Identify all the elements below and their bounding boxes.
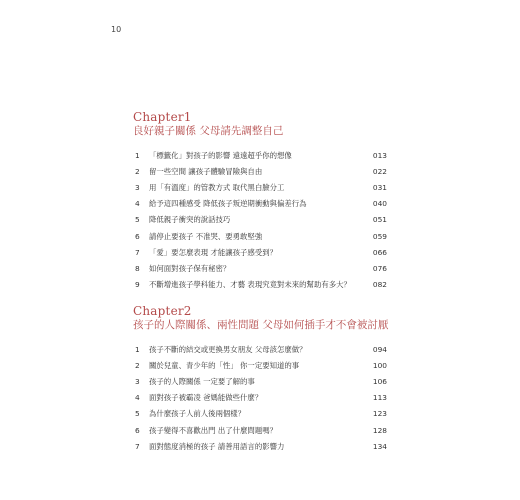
toc-entry-number: 6 bbox=[135, 231, 140, 241]
toc-entry-number: 2 bbox=[135, 166, 140, 176]
toc-entry-number: 1 bbox=[135, 150, 140, 160]
toc-entry-title: 留一些空間 讓孩子體驗冒險與自由 bbox=[149, 166, 263, 176]
toc-entry-number: 9 bbox=[135, 280, 140, 290]
toc-entry-title: 孩子的人際關係 一定要了解的事 bbox=[149, 376, 255, 386]
toc-entry-page: 051 bbox=[372, 215, 387, 225]
page-number: 10 bbox=[111, 25, 122, 34]
toc-entry-number: 2 bbox=[135, 360, 140, 370]
toc-entry-page: 128 bbox=[372, 425, 387, 435]
toc-entry bbox=[133, 196, 387, 212]
toc-entry-number: 3 bbox=[135, 376, 140, 386]
toc-entry-title: 降低親子衝突的說話技巧 bbox=[149, 215, 231, 225]
toc-entry-title: 孩子變得不喜歡出門 出了什麼問題嗎？ bbox=[149, 425, 277, 435]
toc-entry-title: 關於兒童、青少年的「性」 你一定要知道的事 bbox=[149, 360, 300, 370]
toc-entry-title: 給予這四種感受 降低孩子叛逆期衝動與偏差行為 bbox=[149, 199, 307, 209]
toc-entry-number: 5 bbox=[135, 215, 140, 225]
toc-entry-page: 113 bbox=[372, 393, 387, 403]
toc-entry-page: 066 bbox=[372, 247, 387, 257]
toc-entry-number: 4 bbox=[135, 393, 140, 403]
chapter-2-toc bbox=[133, 341, 387, 454]
toc-entry bbox=[133, 422, 387, 438]
toc-entry bbox=[133, 277, 387, 293]
toc-entry-page: 022 bbox=[372, 166, 387, 176]
toc-entry bbox=[133, 357, 387, 373]
toc-entry bbox=[133, 373, 387, 389]
toc-entry-title: 如何面對孩子保有秘密？ bbox=[149, 263, 231, 273]
toc-entry bbox=[133, 406, 387, 422]
toc-entry bbox=[133, 212, 387, 228]
toc-entry-page: 013 bbox=[372, 150, 387, 160]
toc-entry bbox=[133, 390, 387, 406]
toc-entry-page: 134 bbox=[372, 441, 387, 451]
toc-entry-page: 059 bbox=[372, 231, 387, 241]
chapter-2-section bbox=[133, 304, 387, 454]
chapter-1-toc bbox=[133, 147, 387, 293]
toc-entry-title: 面對態度消極的孩子 請善用語言的影響力 bbox=[149, 441, 285, 451]
toc-entry-title: 請停止要孩子 不准哭、要勇敢堅強 bbox=[149, 231, 263, 241]
toc-entry-page: 100 bbox=[372, 360, 387, 370]
toc-entry-page: 123 bbox=[372, 409, 387, 419]
toc-entry-title: 「愛」要怎麼表現 才能讓孩子感受到？ bbox=[149, 247, 277, 257]
toc-entry-page: 106 bbox=[372, 376, 387, 386]
toc-entry-title: 為什麼孩子人前人後兩個樣？ bbox=[149, 409, 246, 419]
toc-entry bbox=[133, 438, 387, 454]
toc-entry-page: 094 bbox=[372, 344, 387, 354]
toc-entry-page: 076 bbox=[372, 263, 387, 273]
toc-entry bbox=[133, 244, 387, 260]
chapter-2-label: Chapter2 bbox=[133, 304, 192, 318]
toc-entry-number: 7 bbox=[135, 441, 140, 451]
toc-entry bbox=[133, 228, 387, 244]
toc-entry bbox=[133, 260, 387, 276]
toc-entry-number: 4 bbox=[135, 199, 140, 209]
toc-entry-number: 7 bbox=[135, 247, 140, 257]
toc-entry bbox=[133, 341, 387, 357]
toc-entry-number: 5 bbox=[135, 409, 140, 419]
toc-entry-number: 6 bbox=[135, 425, 140, 435]
toc-entry-number: 3 bbox=[135, 182, 140, 192]
toc-entry-title: 孩子不斷的結交或更換男女朋友 父母該怎麼做？ bbox=[149, 344, 307, 354]
toc-entry bbox=[133, 163, 387, 179]
chapter-1-title: 良好親子關係 父母請先調整自己 bbox=[133, 125, 284, 137]
chapter-1-section bbox=[133, 110, 387, 293]
toc-entry-title: 「標籤化」對孩子的影響 遠遠超乎你的想像 bbox=[149, 150, 292, 160]
toc-entry-page: 031 bbox=[372, 182, 387, 192]
toc-entry-number: 8 bbox=[135, 263, 140, 273]
toc-entry bbox=[133, 179, 387, 195]
toc-entry bbox=[133, 147, 387, 163]
toc-entry-title: 用「有溫度」的管教方式 取代黑白臉分工 bbox=[149, 182, 285, 192]
toc-entry-title: 面對孩子被霸凌 爸媽能做些什麼？ bbox=[149, 393, 263, 403]
toc-entry-page: 082 bbox=[372, 280, 387, 290]
toc-entry-title: 不斷增進孩子學科能力、才藝 表現究竟對未來的幫助有多大？ bbox=[149, 280, 351, 290]
chapter-1-label: Chapter1 bbox=[133, 110, 192, 124]
chapter-2-title: 孩子的人際關係、兩性問題 父母如何插手才不會被討厭 bbox=[133, 319, 389, 331]
toc-entry-page: 040 bbox=[372, 199, 387, 209]
toc-entry-number: 1 bbox=[135, 344, 140, 354]
